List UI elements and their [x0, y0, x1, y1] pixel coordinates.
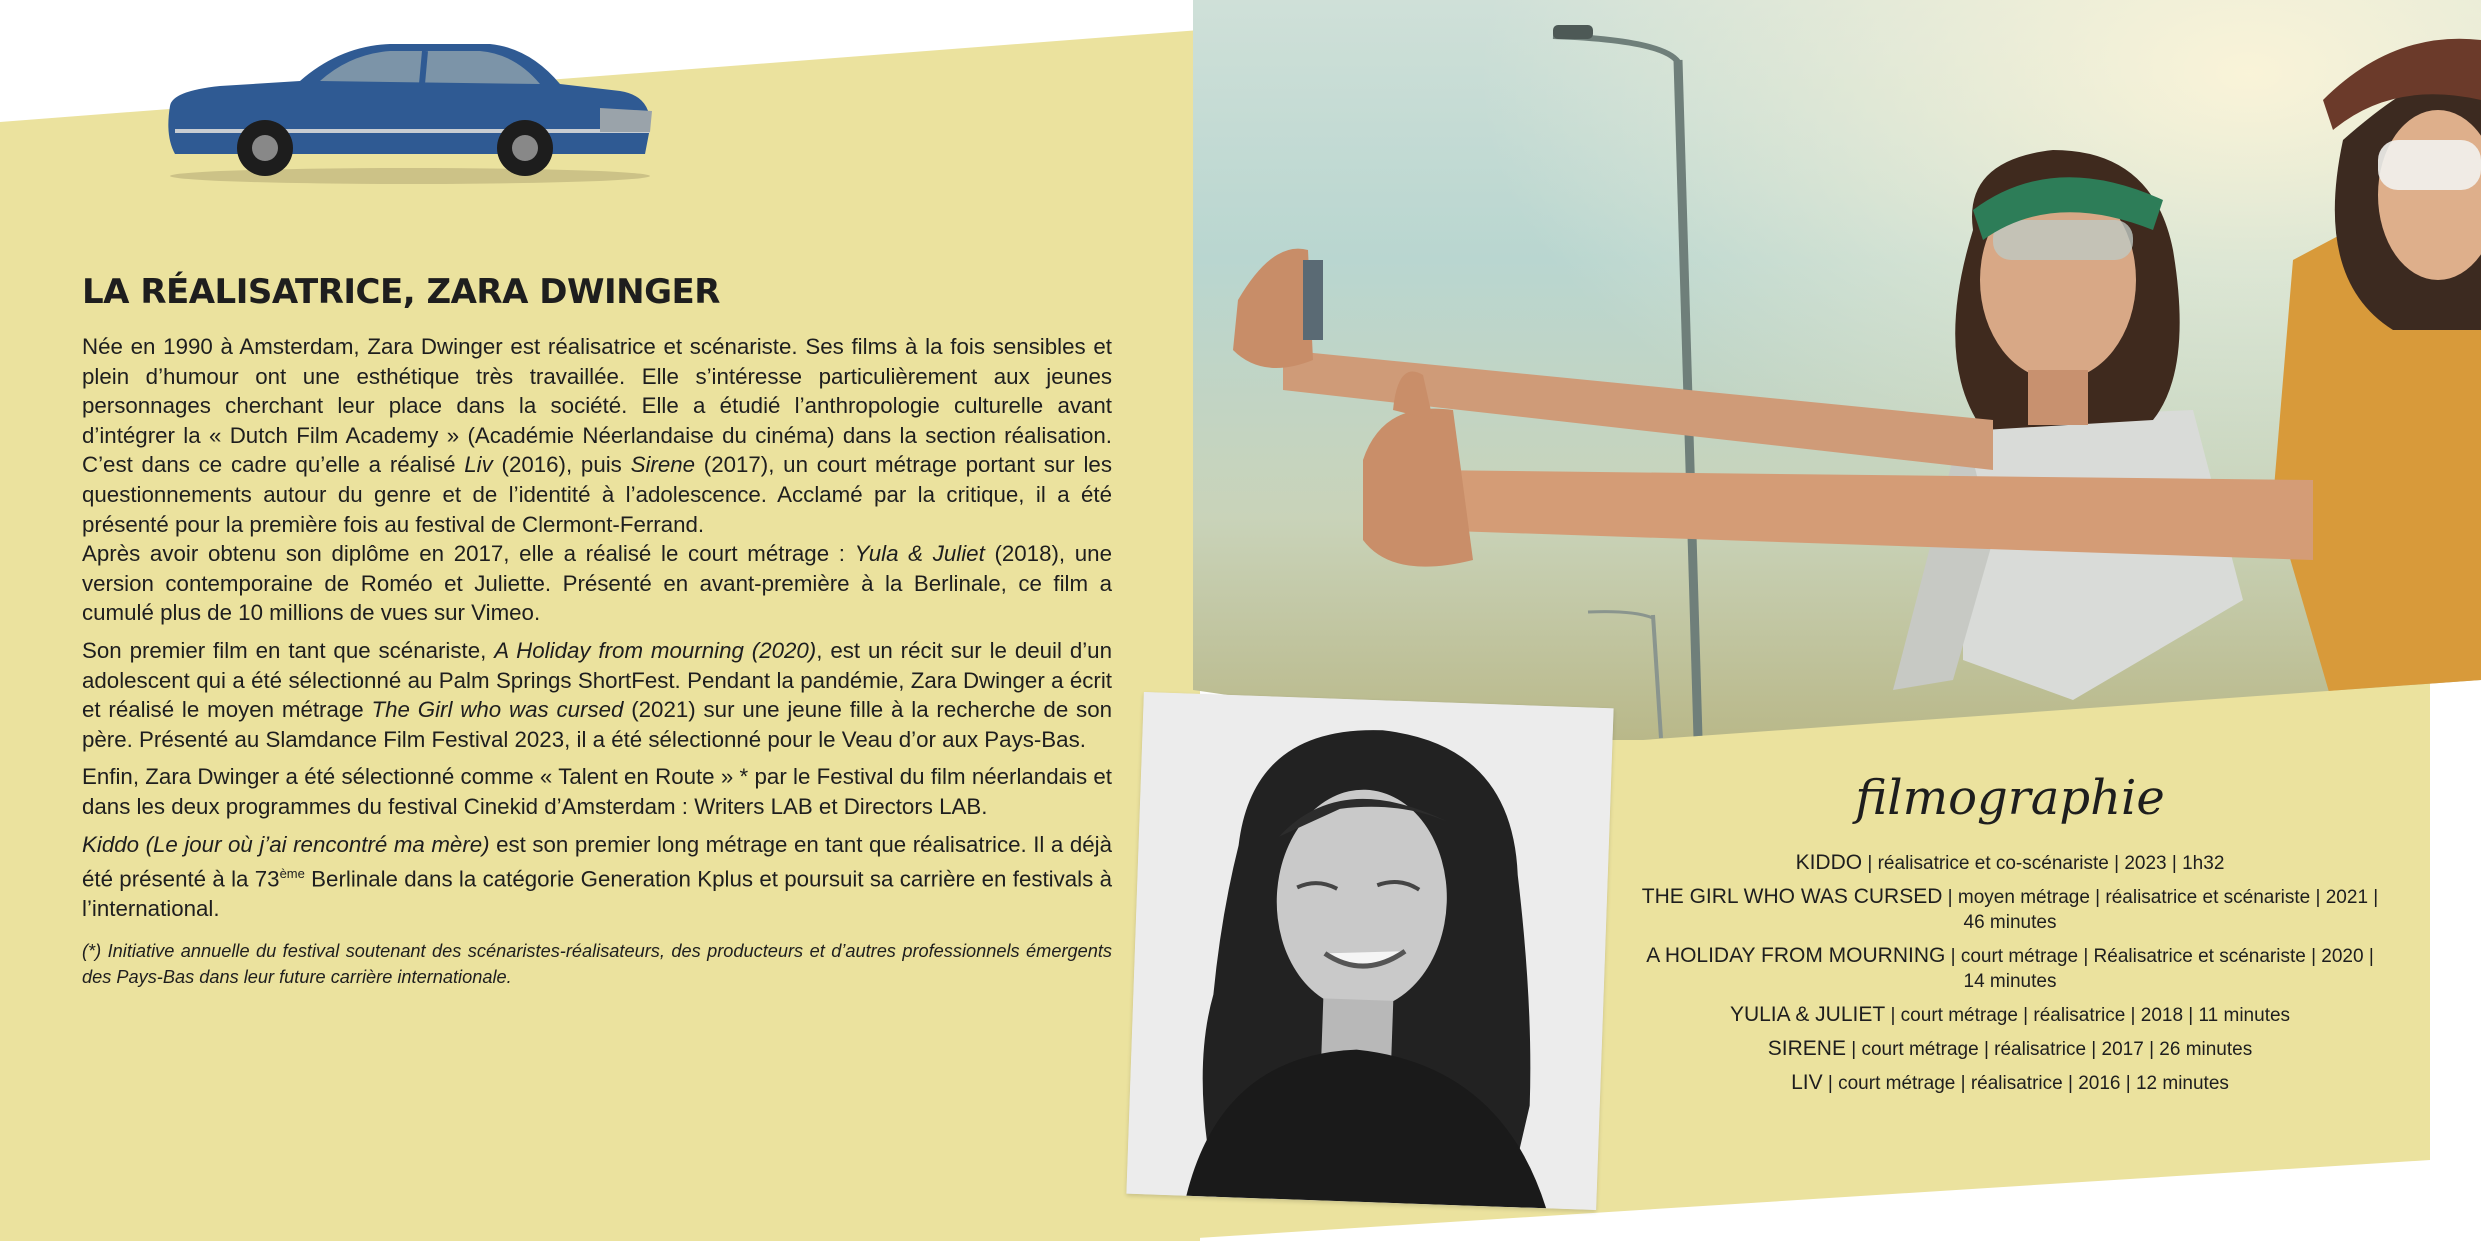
film-entry-kiddo — [1640, 850, 2380, 876]
film-details: | moyen métrage | réalisatrice et scénariste | 2021 | 46 minutes — [1942, 887, 2379, 933]
film-details: | court métrage | réalisatrice | 2016 | 12 minutes — [1822, 1073, 2229, 1094]
film-title: YULIA & JULIET — [1729, 1003, 1886, 1026]
film-entry-the-girl-who-was-cursed — [1640, 884, 2380, 935]
film-title: THE GIRL WHO WAS CURSED — [1641, 885, 1943, 908]
film-title: LIV — [1791, 1071, 1823, 1094]
film-details: | court métrage | réalisatrice | 2017 | 26 minutes — [1845, 1039, 2253, 1060]
footnote: (*) Initiative annuelle du festival soutenant des scénaristes-réalisateurs, des producteurs et d’autres professionnels émergents des Pays-Bas dans leur future carrière internationale. — [82, 940, 1112, 987]
bio-paragraph-3: Son premier film en tant que scénariste, A Holiday from mourning (2020), est un récit sur le deuil d’un adolescent qui a été sélectionné au Palm Springs ShortFest. Pendant la pandémie, Zara Dwinger a écrit et réalisé le moyen métrage The Girl who was cursed (2021) sur une jeune fille à la recherche de son père. Présenté au Slamdance Film Festival 2023, il a été sélectionné pour le Veau d’or aux Pays-Bas. — [82, 637, 1112, 752]
section-title: LA RÉALISATRICE, ZARA DWINGER — [82, 272, 720, 312]
film-entry-sirene — [1640, 1036, 2380, 1062]
filmography-title: filmographie — [1855, 770, 2165, 826]
film-details: | court métrage | réalisatrice | 2018 | 11 minutes — [1885, 1005, 2291, 1026]
film-title: KIDDO — [1795, 851, 1863, 874]
biography-text — [82, 332, 1112, 998]
film-details: | réalisatrice et co-scénariste | 2023 | 1h32 — [1862, 853, 2225, 874]
hitchhiking-photo — [1193, 0, 2481, 740]
hitchhiking-photo-illustration — [1193, 0, 2481, 740]
bio-paragraph-2: Après avoir obtenu son diplôme en 2017, elle a réalisé le court métrage : Yula & Juliet (2018), une version contemporaine de Roméo et Juliette. Présenté en avant-première à la Berlinale, ce film a cumulé plus de 10 millions de vues sur Vimeo. — [82, 541, 1112, 626]
film-entry-liv — [1640, 1070, 2380, 1096]
bio-paragraph-1: Née en 1990 à Amsterdam, Zara Dwinger est réalisatrice et scénariste. Ses films à la fois sensibles et plein d’humour ont une esthétique très travaillée. Elle s’intéresse particulièrement aux jeunes personnages cherchant leur place dans la société. Elle a étudié l’anthropologie culturelle avant d’intégrer la « Dutch Film Academy » (Académie Néerlandaise du cinéma) dans la section réalisation. C’est dans ce cadre qu’elle a réalisé Liv (2016), puis Sirene (2017), un court métrage portant sur les questionnements autour du genre et de l’identité à l’adolescence. Acclamé par la critique, il a été présenté pour la première fois au festival de Clermont-Ferrand. — [82, 334, 1112, 537]
film-title: SIRENE — [1767, 1037, 1846, 1060]
film-title: A HOLIDAY FROM MOURNING — [1646, 944, 1946, 967]
film-entry-yulia-and-juliet — [1640, 1002, 2380, 1028]
filmography-list — [1640, 850, 2380, 1104]
blue-car-illustration — [160, 36, 660, 186]
film-details: | court métrage | Réalisatrice et scénariste | 2020 | 14 minutes — [1945, 946, 2374, 992]
bio-paragraph-4: Enfin, Zara Dwinger a été sélectionné comme « Talent en Route » * par le Festival du film néerlandais et dans les deux programmes du festival Cinekid d’Amsterdam : Writers LAB et Directors LAB. — [82, 764, 1112, 819]
film-entry-a-holiday-from-mourning — [1640, 943, 2380, 994]
director-portrait-photo — [1126, 692, 1613, 1210]
bio-paragraph-5: Kiddo (Le jour où j’ai rencontré ma mère) est son premier long métrage en tant que réalisatrice. Il a déjà été présenté à la 73ème Berlinale dans la catégorie Generation Kplus et poursuit sa carrière en festivals à l’international. — [82, 831, 1112, 922]
director-portrait-illustration — [1126, 692, 1613, 1210]
